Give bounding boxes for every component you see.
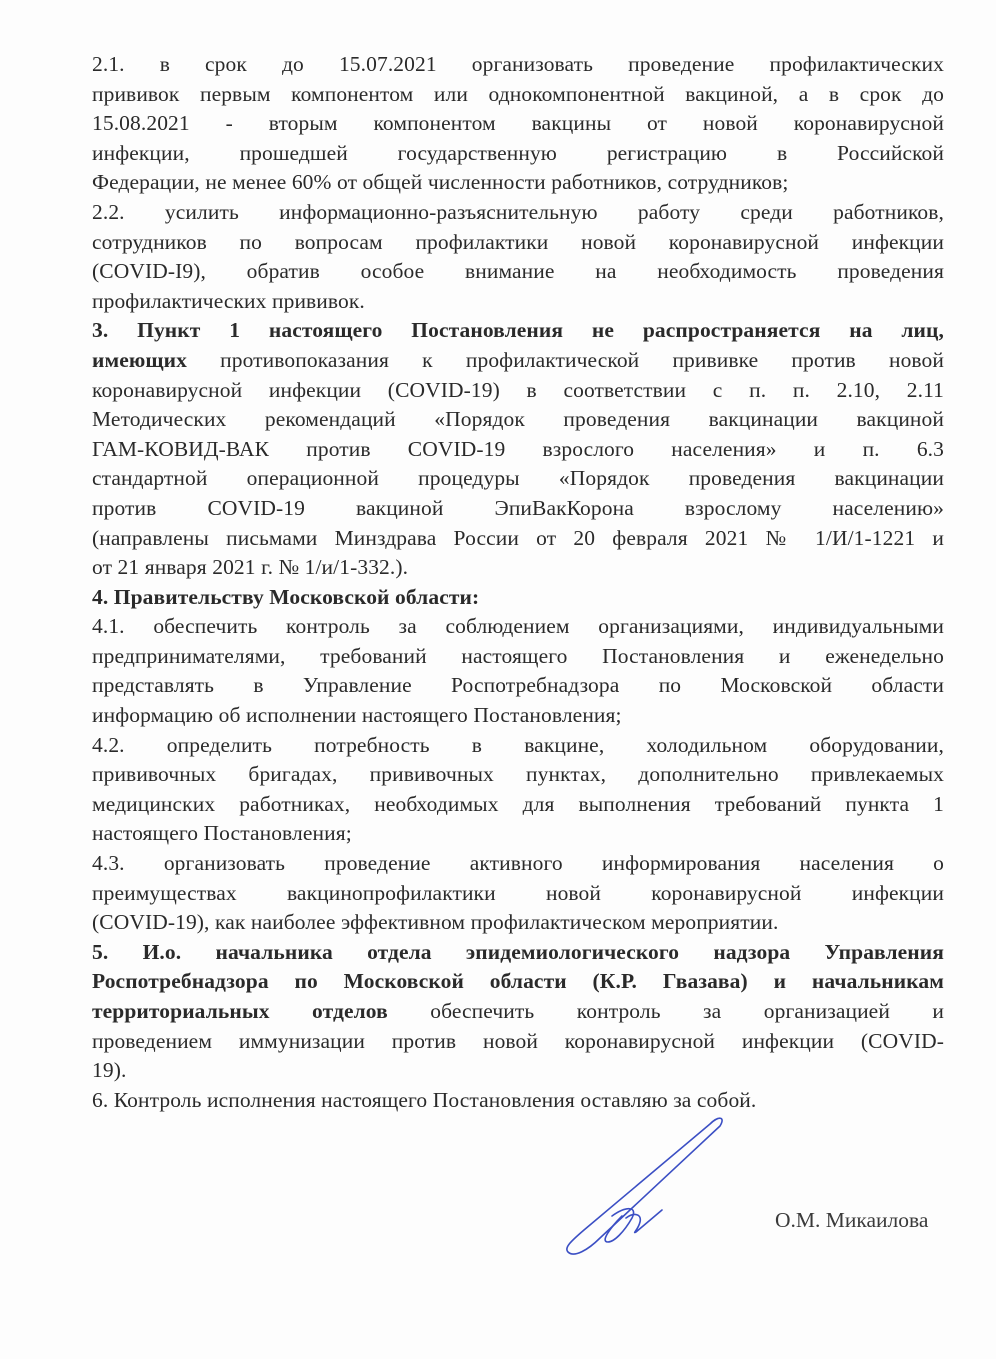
paragraph-4-3 xyxy=(92,849,944,938)
signer-name: О.М. Микаилова xyxy=(775,1208,929,1232)
regular-text: обеспечить контроль за организацией и xyxy=(387,999,944,1023)
text-line: профилактических прививок. xyxy=(92,288,365,313)
paragraph-2-2 xyxy=(92,198,944,316)
text-line: 19). xyxy=(92,1058,127,1083)
signature-block xyxy=(560,1110,980,1270)
paragraph-2-1 xyxy=(92,50,944,198)
text-line: стандартной операционной процедуры «Порядок проведения вакцинации xyxy=(92,466,944,491)
regular-text: противопоказания к профилактической прививке против новой xyxy=(187,347,944,372)
bold-text: территориальных отделов xyxy=(92,999,388,1023)
text-line: коронавирусной инфекции (COVID-19) в соответствии с п. п. 2.10, 2.11 xyxy=(92,377,944,402)
signature-stroke xyxy=(605,1209,633,1242)
text-line: предпринимателями, требований настоящего Постановления и еженедельно xyxy=(92,643,944,668)
text-line: проведением иммунизации против новой коронавирусной инфекции (COVID- xyxy=(92,1028,944,1053)
text-line: (COVID-19), как наиболее эффективном профилактическом мероприятии. xyxy=(92,910,779,935)
text-line: настоящего Постановления; xyxy=(92,821,352,846)
section-heading: 4. Правительству Московской области: xyxy=(92,584,480,609)
text-line-mixed xyxy=(92,346,944,376)
text-line: Федерации, не менее 60% от общей численности работников, сотрудников; xyxy=(92,170,789,195)
text-line: 4.2. определить потребность в вакцине, холодильном оборудовании, xyxy=(92,732,944,757)
text-line: 2.1. в срок до 15.07.2021 организовать проведение профилактических xyxy=(92,52,944,76)
text-line: информацию об исполнении настоящего Постановления; xyxy=(92,703,622,728)
text-line: инфекции, прошедшей государственную регистрацию в Российской xyxy=(92,140,944,165)
text-line-mixed xyxy=(92,997,944,1027)
text-line: (направлены письмами Минздрава России от 20 февраля 2021 № 1/И/1-1221 и xyxy=(92,525,944,550)
text-line: прививок первым компонентом или однокомпонентной вакциной, а в срок до xyxy=(92,81,944,106)
text-line: прививочных бригадах, прививочных пунктах, дополнительно привлекаемых xyxy=(92,762,944,787)
text-line: сотрудников по вопросам профилактики новой коронавирусной инфекции xyxy=(92,229,944,254)
text-line: Методических рекомендаций «Порядок проведения вакцинации вакциной xyxy=(92,407,944,432)
text-line: (COVID-I9), обратив особое внимание на необходимость проведения xyxy=(92,259,944,284)
text-line: 15.08.2021 - вторым компонентом вакцины от новой коронавирусной xyxy=(92,111,944,136)
text-line: ГАМ-КОВИД-ВАК против COVID-19 взрослого населения» и п. 6.3 xyxy=(92,436,944,461)
paragraph-4-1 xyxy=(92,612,944,730)
text-line: 4.1. обеспечить контроль за соблюдением организациями, индивидуальными xyxy=(92,614,944,639)
signature-stroke xyxy=(626,1210,662,1233)
signature-stroke xyxy=(567,1118,722,1254)
text-line: от 21 января 2021 г. № 1/и/1-332.). xyxy=(92,555,409,580)
text-line: представлять в Управление Роспотребнадзора по Московской области xyxy=(92,673,944,698)
bold-text: имеющих xyxy=(92,347,187,372)
text-line-bold: Роспотребнадзора по Московской области (К.Р. Гвазава) и начальникам xyxy=(92,969,944,994)
document-body xyxy=(92,50,944,1115)
text-line: 2.2. усилить информационно-разъяснительную работу среди работников, xyxy=(92,199,944,224)
text-line-bold: 3. Пункт 1 настоящего Постановления не распространяется на лиц, xyxy=(92,318,944,343)
text-line-bold: 5. И.о. начальника отдела эпидемиологического надзора Управления xyxy=(92,939,944,964)
text-line: против COVID-19 вакциной ЭпиВакКорона взрослому населению» xyxy=(92,495,944,520)
paragraph-3 xyxy=(92,316,944,582)
text-line: медицинских работниках, необходимых для выполнения требований пункта 1 xyxy=(92,791,944,816)
paragraph-4-2 xyxy=(92,731,944,849)
paragraph-5 xyxy=(92,938,944,1086)
paragraph-4-heading xyxy=(92,583,944,613)
text-line: 6. Контроль исполнения настоящего Постановления оставляю за собой. xyxy=(92,1087,757,1112)
text-line: 4.3. организовать проведение активного информирования населения о xyxy=(92,851,944,876)
handwritten-signature xyxy=(560,1110,760,1270)
text-line: преимуществах вакцинопрофилактики новой коронавирусной инфекции xyxy=(92,880,944,905)
